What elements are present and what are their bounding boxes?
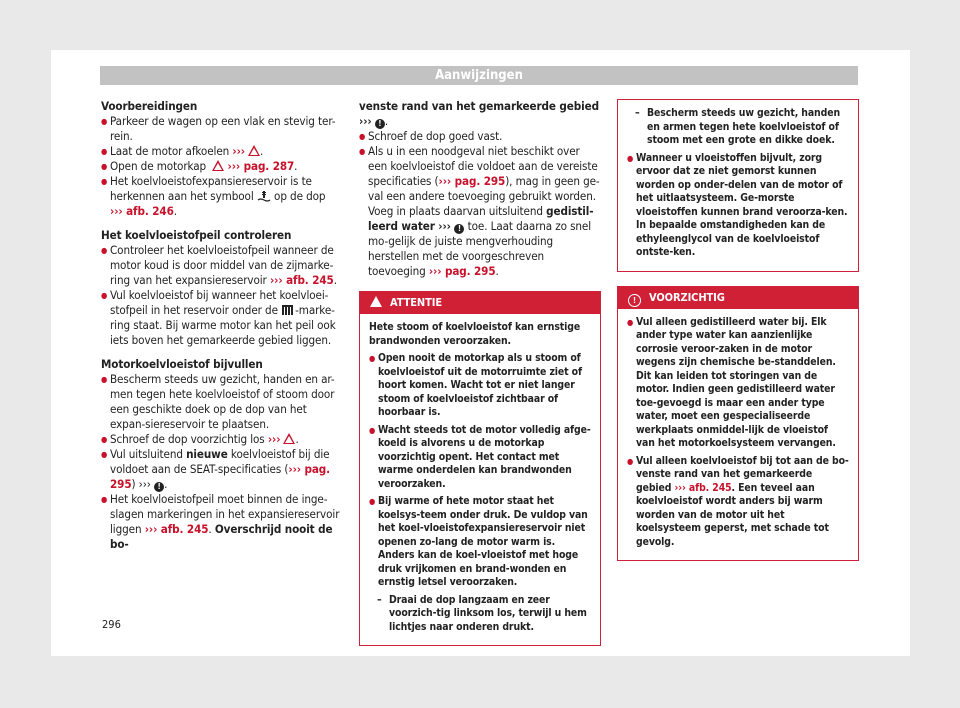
list-item: ● Wanneer u vloeistoffen bijvult, zorg ervoor dat ze niet gemorst kunnen worden op onder-delen van de motor of het uitlaatsysteem. Ge-morste vloeistoffen kunnen brand veroorza-ken. In bepaalde omstandigheden kan de ethyleenglycol van de koelvloeistof ontste-ken. [627,152,849,260]
list-item: ● Parkeer de wagen op een vlak en stevig ter-rein. [101,114,343,144]
list-item: ● Controleer het koelvloeistofpeil wanneer de motor koud is door middel van de zijmarke-ring van het expansiereservoir ››› afb. 245. [101,243,343,288]
page-ref-link[interactable]: ››› pag. 295 [110,462,331,491]
figure-ref-link[interactable]: ››› afb. 245 [674,481,732,494]
attentie-body [360,314,600,645]
voorzichtig-box [617,286,859,562]
list-item: ● Vul alleen koelvloeistof bij tot aan de bo-venste rand van het gemarkeerde gebied ››› afb. 245. Een teveel aan koelvloeistof wordt anders bij warm worden van de motor uit het koelsysteem geperst, met schade tot gevolg. [627,455,849,550]
column-1 [101,99,343,552]
list-item: ● Schroef de dop goed vast. [359,129,601,144]
dash-item: – Bescherm steeds uw gezicht, handen en armen tegen hete koelvloeistof of stoom met een grote en dikke doek. [627,107,849,148]
cross-ref-link[interactable]: ››› [359,114,372,128]
cross-ref-link[interactable]: ››› [232,144,245,158]
page-number: 296 [102,618,121,631]
voorzichtig-title: ! VOORZICHTIG [618,287,858,309]
page-ref-link[interactable]: ››› pag. 295 [428,264,496,278]
heading-voorbereidingen: Voorbereidingen [101,99,198,113]
attentie-box [359,291,601,646]
list-item: ● Schroef de dop voorzichtig los ››› . [101,432,343,447]
list-item: ● Bescherm steeds uw gezicht, handen en ar-men tegen hete koelvloeistof of stoom door een geschikte doek op de dop van het expan-siereservoir te plaatsen. [101,372,343,432]
page-ref-link[interactable]: ››› pag. 287 [227,159,295,173]
info-icon: ! [375,119,385,129]
continued-text: venste rand van het gemarkeerde gebied ››› ! . [359,99,599,128]
figure-ref-link[interactable]: ››› afb. 245 [269,273,334,287]
list-item: ● Vul uitsluitend nieuwe koelvloeistof bij die voldoet aan de SEAT-specificaties (››› pag. 295) ››› ! . [101,447,343,492]
list-item: ● Laat de motor afkoelen ››› . [101,144,343,159]
notice-icon: ! [628,294,641,307]
list-item: ● Wacht steeds tot de motor volledig afge-koeld is alvorens u de motorkap voorzichtig opent. Het contact met warme onderdelen kan brandwonden veroorzaken. [369,424,591,492]
list-item: ● Als u in een noodgeval niet beschikt over een koelvloeistof die voldoet aan de vereiste specificaties (››› pag. 295), mag in geen ge-val een andere toevoeging gebruikt worden. Voeg in plaats daarvan uitsluitend gedistil-leerd water ››› ! toe. Laat daarna zo snel mo-gelijk de juiste mengverhouding herstellen met de voorgeschreven toevoeging ››› pag. 295. [359,144,601,279]
dash-item: – Draai de dop langzaam en zeer voorzich-tig linksom los, terwijl u hem lichtjes naar onderen drukt. [369,594,591,635]
cross-ref-link[interactable]: ››› [434,219,455,233]
list-item: ● Vul alleen gedistilleerd water bij. Elk ander type water kan aanzienlijke corrosie veroor-zaken in de motor wegens zijn chemische be-standdelen. Dit kan leiden tot storingen van de motor. Indien geen gedistilleerd water toe-gevoegd is maar een ander type water, moet een gespecialiseerde werkplaats onmiddel-lijk de vloeistof van het motorkoelsysteem vervangen. [627,316,849,451]
attentie-title: ATTENTIE [360,292,600,314]
min-marking-icon [281,304,295,316]
info-icon: ! [454,224,464,234]
warning-icon [370,296,382,307]
heading-bijvullen: Motorkoelvloeistof bijvullen [101,357,263,371]
page-ref-link[interactable]: ››› pag. 295 [438,174,506,188]
cross-ref-link[interactable]: ››› [267,432,281,446]
figure-ref-link[interactable]: ››› afb. 246 [110,204,174,218]
attentie-body [618,100,858,271]
warning-icon [283,433,295,444]
list-item: ● Bij warme of hete motor staat het koelsys-teem onder druk. De vuldop van het koel-vloeistofexpansiereservoir niet openen zo-lang de motor warm is. Anders kan de koel-vloeistof met hoge druk vrijkomen en brand-wonden en ernstig letsel veroorzaken. [369,495,591,590]
column-3 [617,99,859,561]
warning-icon [248,145,260,156]
figure-ref-link[interactable]: ››› afb. 245 [144,522,209,536]
attentie-intro: Hete stoom of koelvloeistof kan ernstige brandwonden veroorzaken. [369,321,581,347]
list-item: ● Vul koelvloeistof bij wanneer het koelvloei-stofpeil in het reservoir onder de -marke-ring staat. Bij warme motor kan het peil ook iets boven het gemarkeerde gebied liggen. [101,288,343,348]
list-item: ● Het koelvloeistofexpansiereservoir is te herkennen aan het symbool op de dop ››› afb. 246. [101,174,343,219]
coolant-symbol-icon [257,190,271,202]
attentie-box-continued [617,99,859,272]
voorzichtig-body [618,309,858,561]
info-icon: ! [154,482,164,492]
list-item: ● Het koelvloeistofpeil moet binnen de inge-slagen markeringen in het expansiereservoir liggen ››› afb. 245. Overschrijd nooit de bo- [101,492,343,552]
list-item: ● Open nooit de motorkap als u stoom of koelvloeistof uit de motorruimte ziet of hoort komen. Wacht tot er niet langer stoom of koelvloeistof zichtbaar of hoorbaar is. [369,352,591,420]
page-header: Aanwijzingen [100,66,858,85]
column-2 [359,99,601,646]
heading-controleren: Het koelvloeistofpeil controleren [101,228,292,242]
warning-icon [212,160,224,171]
list-item: ● Open de motorkap ››› pag. 287. [101,159,343,174]
